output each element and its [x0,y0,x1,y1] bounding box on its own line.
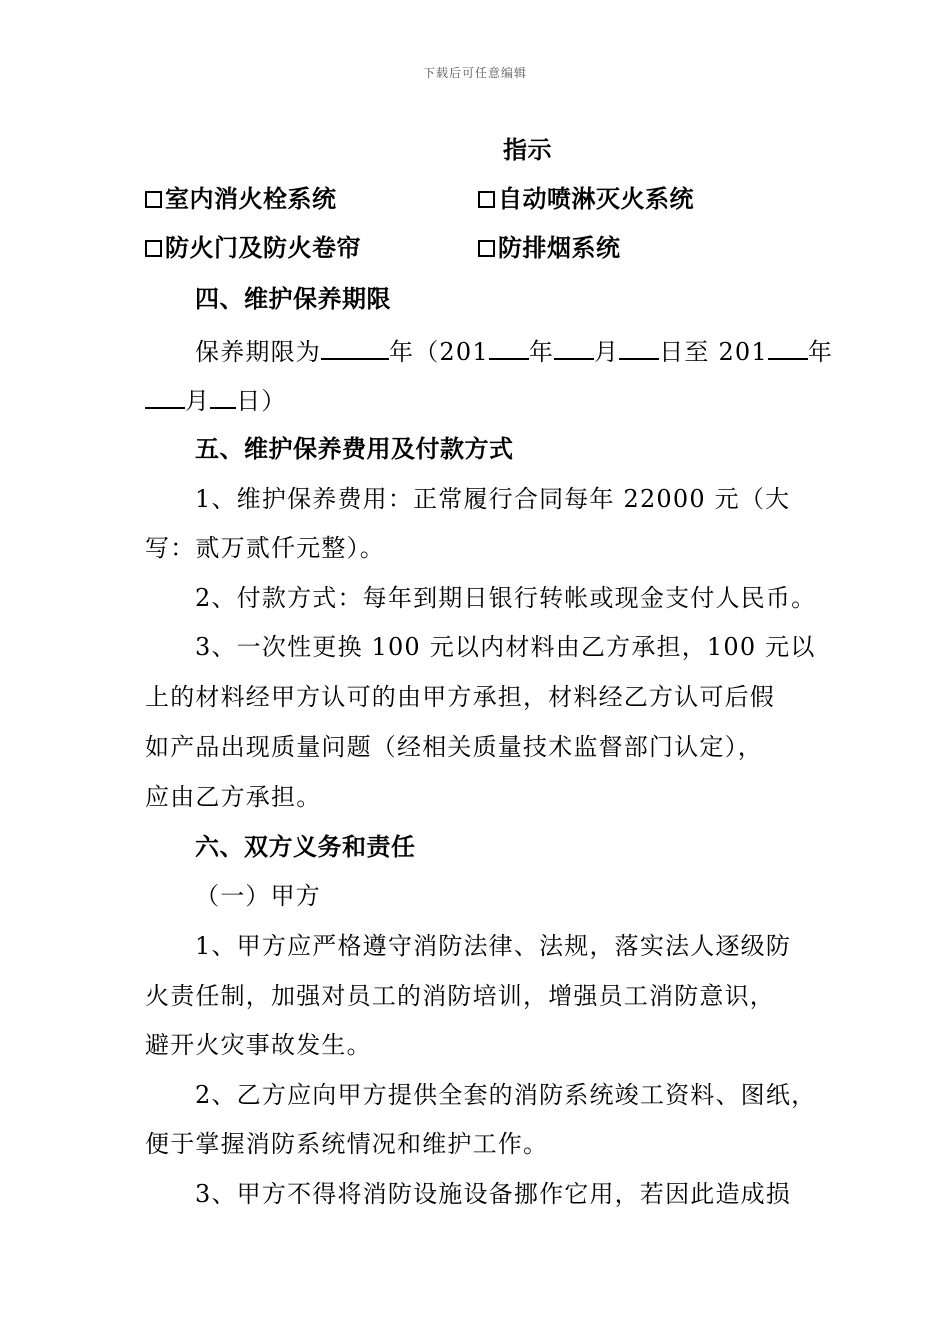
checkbox-icon[interactable] [478,191,495,208]
section-heading-5: 五、维护保养费用及付款方式 [195,435,514,463]
subsection-heading: （一）甲方 [195,882,321,910]
text-fragment: 月 [594,338,620,366]
text-fragment: 保养期限为 [195,338,321,366]
paragraph-line: 如产品出现质量问题（经相关质量技术监督部门认定）， [145,733,763,761]
checkbox-label: 防排烟系统 [498,234,621,262]
checkbox-label: 室内消火栓系统 [165,185,337,213]
paragraph-line: 上的材料经甲方认可的由甲方承担，材料经乙方认可后假 [145,683,775,711]
checkbox-icon[interactable] [145,240,162,257]
text-fragment: 年 [528,338,555,366]
section-heading-4: 四、维护保养期限 [195,285,391,313]
text-fragment: 日至 201 [659,338,768,366]
page-header: 下载后可任意编辑 [422,66,527,80]
section-heading-6: 六、双方义务和责任 [195,833,416,861]
paragraph-line: 1、甲方应严格遵守消防法律、法规，落实法人逐级防 [195,932,792,960]
checkbox-label: 防火门及防火卷帘 [165,234,361,262]
blank-field[interactable] [321,334,389,360]
text-fragment: 日） [236,387,287,415]
checkbox-item-smoke-exhaust[interactable] [478,233,810,263]
paragraph-line: 3、一次性更换 100 元以内材料由乙方承担，100 元以 [195,633,816,661]
maintenance-period-line-2 [145,383,810,416]
paragraph-line: 便于掌握消防系统情况和维护工作。 [145,1130,549,1158]
checkbox-item-sprinkler[interactable] [478,184,810,214]
paragraph-line: 2、乙方应向甲方提供全套的消防系统竣工资料、图纸， [195,1081,817,1109]
paragraph-line: 避开火灾事故发生。 [145,1031,372,1059]
blank-field[interactable] [768,334,808,360]
blank-field[interactable] [489,334,529,360]
paragraph-line: 3、甲方不得将消防设施设备挪作它用，若因此造成损 [195,1180,792,1208]
text-fragment: 月 [185,387,211,415]
paragraph-line: 1、维护保养费用：正常履行合同每年 22000 元（大 [195,485,791,513]
blank-field[interactable] [619,334,659,360]
paragraph-line: 写：贰万贰仟元整）。 [145,534,385,562]
checkbox-icon[interactable] [478,240,495,257]
text-fragment: 年 [807,338,834,366]
blank-field[interactable] [210,383,236,409]
text-fragment: 年（201 [389,338,489,366]
blank-field[interactable] [554,334,594,360]
paragraph-line: 火责任制，加强对员工的消防培训，增强员工消防意识， [145,982,775,1010]
section-title: 指示 [503,136,552,164]
blank-field[interactable] [145,383,185,409]
maintenance-period-line-1 [195,334,834,367]
checkbox-label: 自动喷淋灭火系统 [498,185,694,213]
checkbox-icon[interactable] [145,191,162,208]
paragraph-line: 2、付款方式：每年到期日银行转帐或现金支付人民币。 [195,584,817,612]
paragraph-line: 应由乙方承担。 [145,783,322,811]
